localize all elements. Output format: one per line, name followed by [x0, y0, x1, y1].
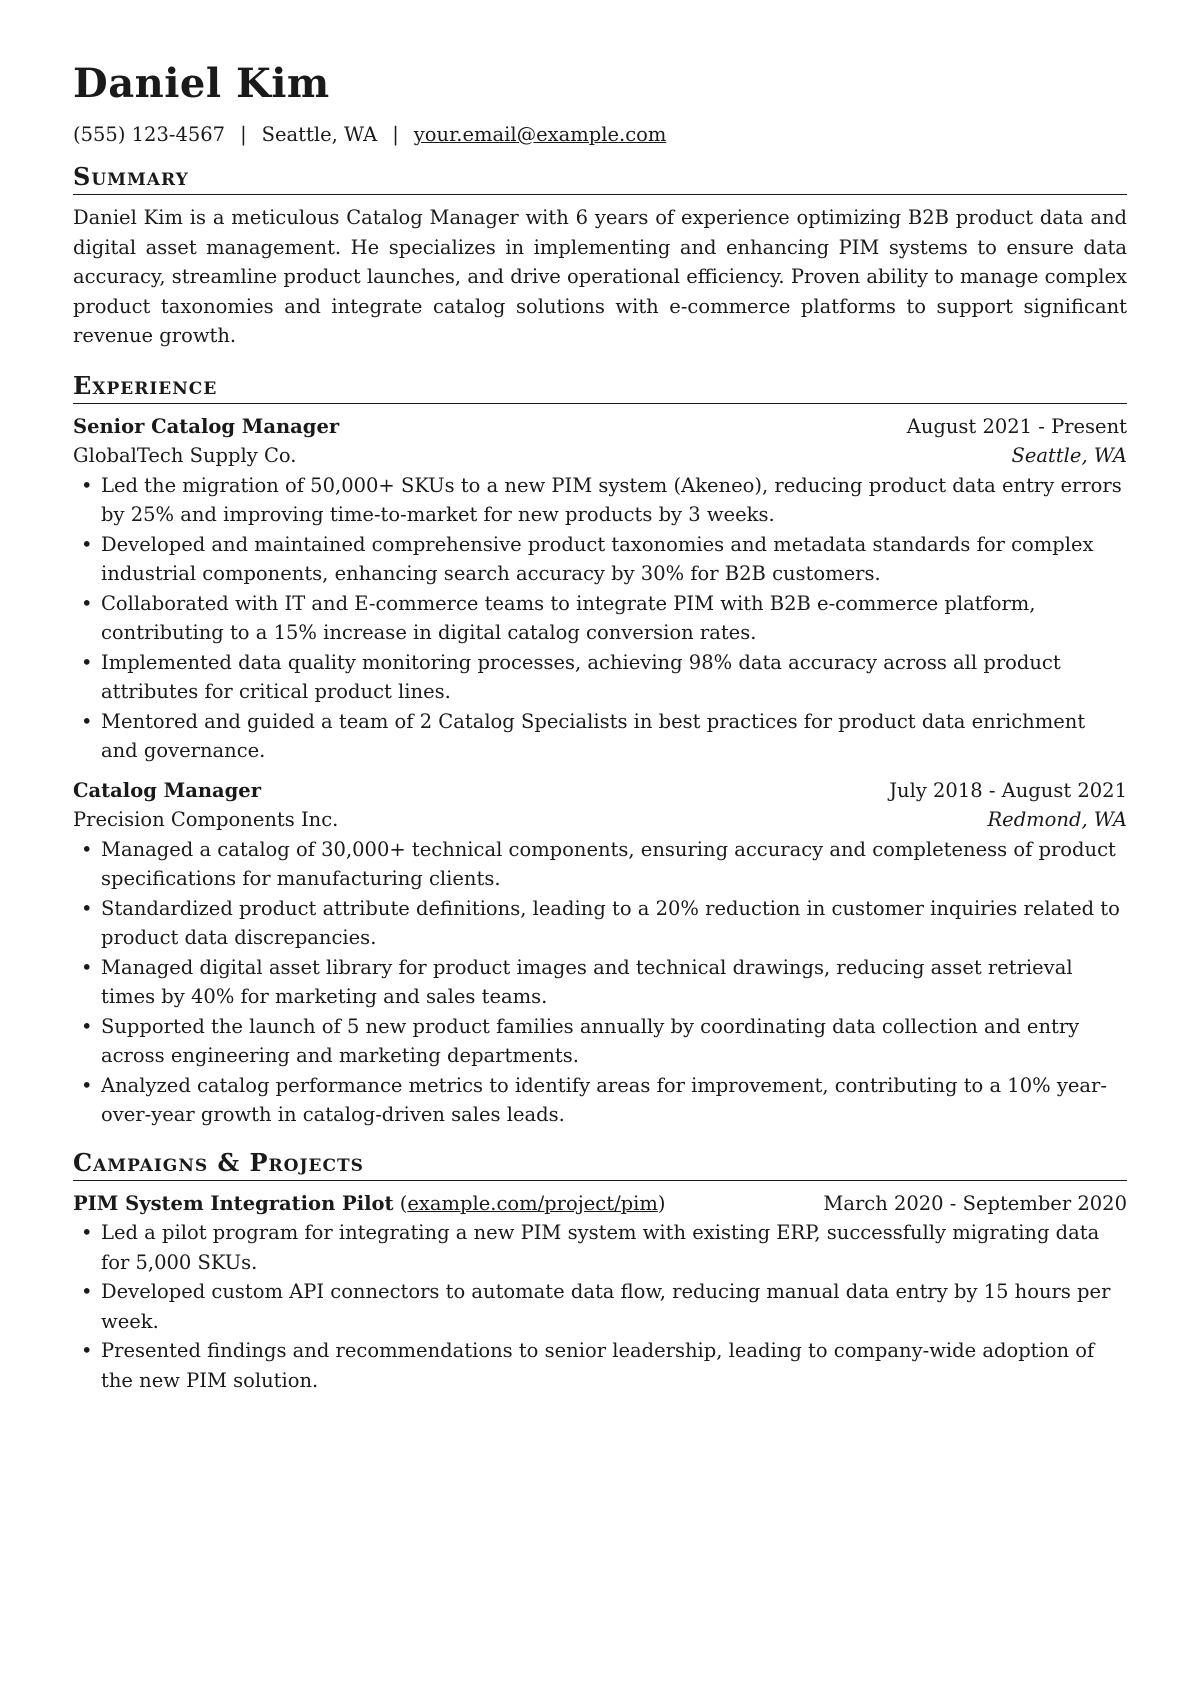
bullet-item: • Managed digital asset library for product images and technical drawings, reducing asset retrieval times by 40% for marketing and sales teams. [73, 953, 1127, 1012]
bullet-item: • Implemented data quality monitoring processes, achieving 98% data accuracy across all product attributes for critical product lines. [73, 648, 1127, 707]
job-dates: July 2018 - August 2021 [889, 778, 1127, 802]
job-entry [73, 776, 1127, 1130]
contact-separator: | [240, 123, 247, 146]
project-name: PIM System Integration Pilot [73, 1191, 394, 1215]
job-title: Senior Catalog Manager [73, 414, 340, 438]
candidate-name: Daniel Kim [73, 60, 330, 107]
section-title-summary: Summary [73, 162, 189, 191]
project-dates: March 2020 - September 2020 [823, 1191, 1127, 1215]
job-bullets [73, 835, 1127, 1130]
job-header [73, 412, 1127, 442]
project-bullets [73, 1218, 1127, 1395]
job-location: Redmond, WA [987, 808, 1127, 831]
job-bullets [73, 471, 1127, 766]
section-divider [73, 1180, 1127, 1181]
summary-text: Daniel Kim is a meticulous Catalog Manager with 6 years of experience optimizing B2B product data and digital asset management. He specializes in implementing and enhancing PIM systems to ensure data accuracy, streamline product launches, and drive operational efficiency. Proven ability to manage complex product taxonomies and integrate catalog solutions with e-commerce platforms to support significant revenue growth. [73, 206, 1127, 347]
phone-number: (555) 123-4567 [73, 123, 226, 146]
bullet-item: • Presented findings and recommendations to senior leadership, leading to company-wide adoption of the new PIM solution. [73, 1336, 1127, 1395]
contact-line [73, 122, 1127, 148]
bullet-item: • Supported the launch of 5 new product families annually by coordinating data collection and entry across engineering and marketing departments. [73, 1012, 1127, 1071]
job-dates: August 2021 - Present [906, 414, 1127, 438]
resume-page [73, 60, 1127, 1395]
summary-section [73, 162, 1127, 351]
bullet-item: • Managed a catalog of 30,000+ technical components, ensuring accuracy and completeness of product specifications for manufacturing clients. [73, 835, 1127, 894]
bullet-item: • Analyzed catalog performance metrics to identify areas for improvement, contributing to a 10% year-over-year growth in catalog-driven sales leads. [73, 1071, 1127, 1130]
bullet-item: • Collaborated with IT and E-commerce teams to integrate PIM with B2B e-commerce platform, contributing to a 15% increase in digital catalog conversion rates. [73, 589, 1127, 648]
section-divider [73, 403, 1127, 404]
job-title: Catalog Manager [73, 778, 261, 802]
company-name: Precision Components Inc. [73, 808, 339, 831]
job-header [73, 776, 1127, 806]
project-link[interactable]: example.com/project/pim [407, 1191, 658, 1215]
experience-section [73, 371, 1127, 1130]
project-entry [73, 1189, 1127, 1396]
bullet-item: • Mentored and guided a team of 2 Catalog Specialists in best practices for product data enrichment and governance. [73, 707, 1127, 766]
projects-section [73, 1148, 1127, 1396]
job-subheader [73, 441, 1127, 471]
bullet-item: • Standardized product attribute definitions, leading to a 20% reduction in customer inquiries related to product data discrepancies. [73, 894, 1127, 953]
bullet-item: • Developed custom API connectors to automate data flow, reducing manual data entry by 15 hours per week. [73, 1277, 1127, 1336]
location: Seattle, WA [261, 123, 378, 146]
section-divider [73, 194, 1127, 195]
bullet-item: • Led the migration of 50,000+ SKUs to a new PIM system (Akeneo), reducing product data entry errors by 25% and improving time-to-market for new products by 3 weeks. [73, 471, 1127, 530]
bullet-item: • Led a pilot program for integrating a new PIM system with existing ERP, successfully migrating data for 5,000 SKUs. [73, 1218, 1127, 1277]
email-link[interactable]: your.email@example.com [413, 123, 667, 146]
job-subheader [73, 805, 1127, 835]
section-title-projects: Campaigns & Projects [73, 1147, 364, 1177]
job-location: Seattle, WA [1011, 444, 1127, 467]
contact-separator: | [392, 123, 399, 146]
bullet-item: • Developed and maintained comprehensive product taxonomies and metadata standards for complex industrial components, enhancing search accuracy by 30% for B2B customers. [73, 530, 1127, 589]
section-title-experience: Experience [73, 370, 218, 400]
company-name: GlobalTech Supply Co. [73, 444, 297, 467]
project-title-line: PIM System Integration Pilot (example.com/project/pim) [73, 1191, 666, 1215]
job-entry [73, 412, 1127, 766]
project-header [73, 1189, 1127, 1219]
